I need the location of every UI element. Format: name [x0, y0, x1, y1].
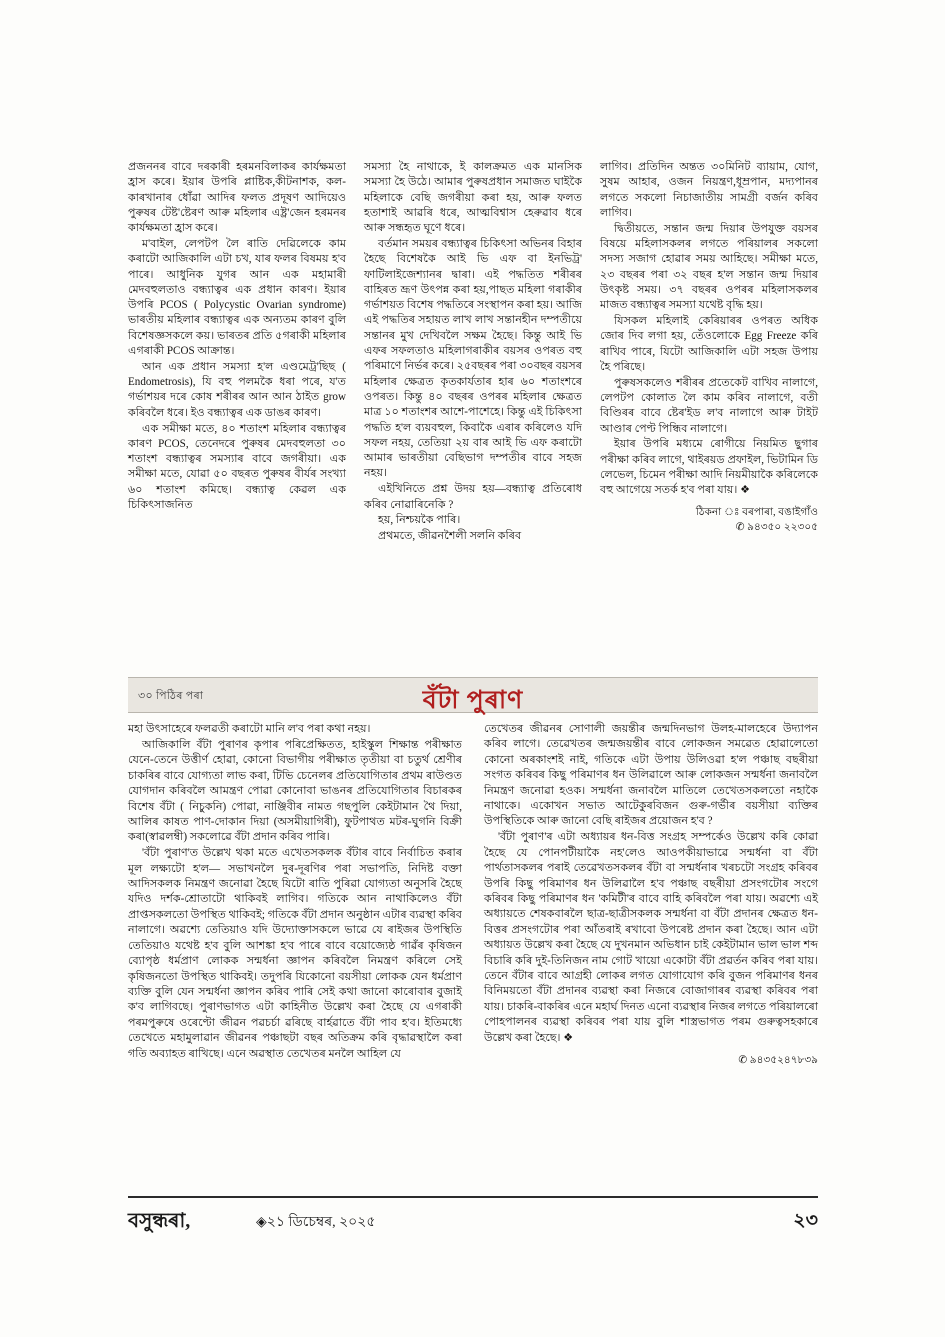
- issue-date: ◈২১ ডিচেম্বৰ, ২০২৫: [256, 1215, 376, 1230]
- paragraph: এক সমীক্ষা মতে, ৪০ শতাংশ মহিলাৰ বন্ধ্যাত্বৰ কাৰণ PCOS, তেনেদৰে পুৰুষৰ মেদবহুলতা ৩০ শতাংশ বন্ধ্যাত্বৰ সমস্যাৰ বাবে জগৰীয়া। এক সমীক্ষা মতে, যোৱা ৫০ বছৰত পুৰুষৰ বীৰ্যৰ সংখ্যা ৬০ শতাংশ কমিছে। বন্ধ্যাত্ব কেৱল এক চিকিৎসাজনিত: [128, 422, 346, 512]
- author-phone: ✆ ৯৪৩৫০ ২২৩০৫: [735, 521, 818, 533]
- paragraph: মহা উৎসাহেৰে ফলৱতী কৰাটো মানি ল'ব পৰা কথা নহয়।: [128, 723, 371, 735]
- page-footer: [128, 1202, 818, 1242]
- author-signature: [600, 505, 818, 535]
- paragraph: সমস্যা হৈ নাথাকে, ই কালক্ৰমত এক মানসিক সমস্যা হৈ উঠে। আমাৰ পুৰুষপ্ৰধান সমাজত ঘাইকৈ মহিলাকে বেছি জগৰীয়া কৰা হয়, আৰু ফলত হতাশাই আৱৰি ধৰে, আত্মবিশ্বাস হেৰুৱাব ধৰে আৰু সন্ধহৃত ঘূণে ধৰে।: [364, 161, 582, 235]
- section-title: বঁটা পুৰাণ: [422, 687, 524, 714]
- paragraph: এইখিনিতে প্ৰশ্ন উদয় হয়—বন্ধ্যাত্ব প্ৰতিৰোধ কৰিব নোৱাৰিনেকি ?: [364, 483, 582, 511]
- top-article-column-1: [128, 160, 346, 650]
- bottom-article-column-1: [128, 722, 462, 1162]
- section-header-bar: [128, 677, 818, 713]
- continued-from-label: ৩০ পিঠিৰ পৰা: [138, 690, 204, 702]
- paragraph: পুৰুষসকলেও শৰীৰৰ প্ৰতেকেট বাখিব নালাগে, লেপটপ কোলাত লৈ কাম কৰিব নালাগে, বতী বিণ্ডিৰৰ বাবে ষ্টেৰ'ইড ল'ব নালাগে আৰু টাইট আণ্ডাৰ পেণ্ট পিন্ধিব নালাগে।: [600, 376, 818, 435]
- bottom-article-phone: ✆ ৯৪৩৫২৪৭৮৩৯: [738, 1055, 818, 1067]
- paragraph: 'বঁটা পুৰাণ'ত উল্লেখ থকা মতে এখেতসকলক বঁটাৰ বাবে নিৰ্বাচিত কৰাৰ মূল লক্ষ্যটো হ'ল— সভাখনলৈ দুৰ-দূৰণিৰ পৰা সভাপতি, নিদিষ্ট বক্তা আদিসকলক নিমন্ত্ৰণ জনোৱা হৈছে যিটো ৰাতি পুৰিৱা যোগ্যতা অনুসৰি হৈছে যদিও দৰ্শক-শ্ৰোতাটো থাকিবই লাগিব। গতিকে আন নাথাকিলেও বঁটা প্ৰাপ্তসকলতো উপস্থিত থাকিবই; গতিকে বঁটা প্ৰদান অনুষ্ঠান এটাৰ ব্যৱস্থা কৰিব নালাগে। অৱশ্যে তেতিয়াও যদি উদ্যোক্তাসকলে ভাৱে যে ৰাইজৰ উপস্থিতি তেতিয়াও যথেষ্ট হ'ব বুলি আশঙ্কা হ'ব পাৰে বাবে বয়োজ্যেষ্ঠ গাৱঁৰ কৃষিজন ব্যোপৃষ্ঠ ধৰ্মপ্ৰাণ লোকক সন্মৰ্ধনা জ্ঞাপন কৰিবলৈ নিমন্ত্ৰণ কৰিলে সেই কৃষিজনতো উপস্থিত থাকিবই। তদুপৰি যিকোনো বয়সীয়া লোকক যেন ধৰ্মপ্ৰাণ ব্যক্তি বুলি যেন সন্মৰ্ধনা জ্ঞাপন কৰিব পাৰি সেই কথা জানো কাৰোবাৰ বুজাই ক'ব লাগিবছে। পুৰাণভাগত এটা কাহিনীত উল্লেখ কৰা হৈছে যে এগৰাকী পৰমপুৰুষে ওৰেণ্টো জীৱন পৱচৰ্চা ৱৰিছে বাৰ্হৱাতে বঁটা পাব হ'ব। ইতিমধ্যে তেখেতে মহামুলাৱান জীৱনৰ পঞ্চাছটা বছৰ অতিক্ৰম কৰি বৃদ্ধাৱস্থালৈ কৰা গতি অব্যাহত ৰাখিছে। এনে অৱস্থাত তেখেতৰ মনলৈ আহিল যে: [128, 847, 462, 1060]
- paragraph: 'বঁটা পুৰাণ'ৰ এটা অধ্যায়ৰ ধন-বিত্ত সংগ্ৰহ সম্পৰ্কেও উল্লেখ কৰি কোৱা হৈছে যে পোনপটীয়াকৈ নহ'লেও আওপকীয়াভাৱে সন্মৰ্ধনা বা বঁটা পাৰ্থতাসকলৰ পৰাই তেৱেখতসকলৰ বঁটা বা সন্মৰ্ধনাৰ খৰচটো সংগ্ৰহ কৰিবৰ উপৰি কিছু পৰিমাণৰ ধন উলিৱালৈ হ'ব পঞ্চাছ বছৰীয়া প্ৰসংগটোৰ সংগে কৰিবৰ কিছু পৰিমাণৰ ধন 'কমিটী'ৰ বাবে বাহি কৰিবলৈ পৰা যায়। অৱশ্যে এই অধ্যায়তে শেষকবাৰলৈ ছাত্ৰ-ছাত্ৰীসকলক সন্মৰ্ধনা বা বঁটা প্ৰদানৰ ক্ষেত্ৰত ধন-বিত্তৰ প্ৰসংগটোৰ পৰা আঁতৰাই ৰখাবো উপৰেষ্ট প্ৰদান কৰা হৈছে। আন এটা অধ্যায়ত উল্লেখ কৰা হৈছে যে দুখনমান অভিধান চাই কেইটামান ভাল ভাল শব্দ বিচাৰি কৰি দুই-তিনিজন নাম গোট খায়ো একোটা বঁটা প্ৰৱৰ্তন কৰিব পৰা যায়। তেনে বঁটাৰ বাবে আগ্ৰহী লোকৰ লগত যোগাযোগ কৰি বুজন পৰিমাণৰ ধনৰ বিনিময়তো বঁটা প্ৰদানৰ ব্যৱস্থা কৰা নিজৰে বোজাগাৰৰ ব্যৱস্থা কৰিবৰ পৰা যায়। চাকৰি-বাকৰিৰ এনে মহাৰ্ঘ দিনত এনো ব্যৱস্থাৰ নিজৰ লগতে পৰিয়ালৰো পোহপালনৰ ব্যৱস্থা কৰিবৰ পৰা যায় বুলি শাস্ত্ৰভাগত পৰম গুৰুত্বসহকাৰে উল্লেখ কৰা হৈছে। ❖: [484, 831, 818, 1044]
- paragraph: বৰ্তমান সময়ৰ বন্ধ্যাত্বৰ চিকিৎসা অভিনৰ বিহাৰ হৈছে বিশেষকৈ আই ভি এফ বা ইনভিট্ৰ' ফাটিলাইজেশ্যানৰ দ্বাৰা। এই পদ্ধতিত শৰীৰৰ বাহিৰত ভ্ৰূণ উৎপন্ন কৰা হয়,পাছত মহিলা গৰাকীৰ গৰ্ভাশয়ত বিশেষ পদ্ধতিৰে সংস্থাপন কৰা হয়। আজি এই পদ্ধতিৰ সহায়ত লাখ লাখ সন্তানহীন দম্পতীয়ে সন্তানৰ মুখ দেখিবলৈ সক্ষম হৈছে। কিন্তু আই ভি এফৰ সফলতাও মহিলাগৰাকীৰ বয়সৰ ওপৰত বহু পৰিমাণে নিৰ্ভৰ কৰে। ২৫বছৰৰ পৰা ৩০বছৰ বয়সৰ মহিলাৰ ক্ষেত্ৰত কৃতকাৰ্যতাৰ হাৰ ৬০ শতাংশৰে ওপৰত। কিন্তু ৪০ বছৰৰ ওপৰৰ মহিলাৰ ক্ষেত্ৰত মাত্ৰ ১০ শতাংশৰ আশে-পাশেহে। কিন্তু এই চিকিৎসা পদ্ধতি হ'ল ব্যয়বহুল, কিবাকৈ এৰাৰ কৰিলেও যদি সফল নহয়, তেতিয়া ২য় বাৰ আই ভি এফ কৰাটো আমাৰ ভাৰতীয়া বেছিভাগ দম্পতীৰ বাবে সহজ নহয়।: [364, 237, 582, 480]
- paragraph: দ্বিতীয়তে, সন্তান জন্ম দিয়াৰ উপযুক্ত বয়সৰ বিষয়ে মহিলাসকলৰ লগতে পৰিয়ালৰ সকলো সদস্য সজাগ হোৱাৰ সময় আহিছে। সমীক্ষা মতে, ২৩ বছৰৰ পৰা ৩২ বছৰ হ'ল সন্তান জন্ম দিয়াৰ উৎকৃষ্ট সময়। ৩৭ বছৰৰ ওপৰৰ মহিলাসকলৰ মাজত বন্ধ্যাত্বৰ সমস্যা যথেষ্ট বৃদ্ধি হয়।: [600, 222, 818, 312]
- paragraph: আজিকালি বঁটা পুৰাণৰ কৃপাৰ পৰিপ্ৰেক্ষিতত, হাইস্কুল শিক্ষান্ত পৰীক্ষাত যেনে-তেনে উত্তীৰ্ণ হোৱা, কোনো বিভাগীয় পৰীক্ষাত তৃতীয়া বা চতুৰ্থ শ্ৰেণীৰ চাকৰিৰ বাবে যোগ্যতা লাভ কৰা, টিভি চেনেলৰ প্ৰতিযোগিতাৰ প্ৰথম ৰাউণ্ডত যোগদান কৰিবলৈ আমন্ত্ৰণ পোৱা কোনোবা ভাঙনৰ প্ৰতিযোগিতাৰ বিচাৰকৰ বিশেষ বঁটা ( নিচুকনি) পোৱা, নাঞ্জিবীৰ নামত গছপুলি কেইটামান থৈ দিয়া, আলিৰ কাষত পাণ-দোকান দিয়া (অসমীয়াগিৰী), ফুটপাথত মটৰ-ঘুগনি বিক্ৰী কৰা(স্বাৱলম্বী) সকলোৱে বঁটা প্ৰদান কৰিব পাৰি।: [128, 738, 462, 844]
- top-article: [128, 160, 818, 650]
- bottom-article-column-2: [484, 722, 818, 1162]
- paragraph: লাগিব। প্ৰতিদিন অন্তত ৩০মিনিট ব্যায়াম, যোগ, সুষম আহাৰ, ওজন নিয়ন্ত্ৰণ,ধূম্ৰপান, মদ্যপানৰ লগতে সকলো নিচাজাতীয় সামগ্ৰী বৰ্জন কৰিব লাগিব।: [600, 161, 818, 219]
- paragraph: প্ৰজননৰ বাবে দৰকাৰী হৰমনবিলাকৰ কাৰ্যক্ষমতা হ্ৰাস কৰে। ইয়াৰ উপৰি প্লাষ্টিক,কীটনাশক, কল-কাৰখানাৰ ধোঁৱা আদিৰ ফলত প্ৰদূষণ আদিয়েও পুৰুষৰ টেষ্ট'ষ্টেৰণ আৰু মহিলাৰ এষ্ট্ৰ'জেন হৰমনৰ কাৰ্যক্ষমতা হ্ৰাস কৰে।: [128, 161, 346, 235]
- footer-divider: [128, 1196, 818, 1198]
- paragraph: ম'বাইল, লেপটপ লৈ ৰাতি দেৱিলেকে কাম কৰাটো আজিকালি এটা চখ, যাৰ ফলৰ বিষময় হ'ব পাৰে। আধুনিক যুগৰ আন এক মহামাৰী মেদবহুলতাও বন্ধ্যাত্বৰ এক প্ৰধান কাৰণ। ইয়াৰ উপৰি PCOS ( Polycystic Ovarian syndrome) ভাৰতীয় মহিলাৰ বন্ধ্যাত্বৰ এক অন্যতম কাৰণ বুলি বিশেষজ্ঞসকলে কয়। ভাৰতৰ প্ৰতি ৫গৰাকী মহিলাৰ এগৰাকী PCOS আক্ৰান্ত।: [128, 237, 346, 358]
- top-article-column-3: [600, 160, 818, 650]
- bottom-article: [128, 722, 818, 1162]
- paragraph: প্ৰথমতে, জীৱনশৈলী সলনি কৰিব: [378, 530, 522, 543]
- paragraph: হয়, নিশ্চয়কৈ পাৰি।: [378, 514, 461, 527]
- top-article-column-2: [364, 160, 582, 650]
- author-address: ঠিকনা ঃ বৰপাৰা, বঙাইগাঁও: [695, 506, 818, 518]
- paragraph: যিসকল মহিলাই কেৰিয়াৰৰ ওপৰত অধিক জোৰ দিব লগা হয়, তেঁওলোকে Egg Freeze কৰি ৰাখিব পাৰে, যিটো আজিকালি এটা সহজ উপায় হৈ পৰিছে।: [600, 314, 818, 373]
- paragraph: তেখেতৰ জীৱনৰ সোণালী জয়ন্তীৰ জন্মদিনভাগ উলহ-মালহেৰে উদ্যাপন কৰিব লাগে। তেৱেখতৰ জন্মজয়ন্তীৰ বাবে লোকজন সমৱেত হোৱালেতো কোনো অৰকাংশই নাই, গতিকে এটা উপায় উলিওৱা হ'ল পঞ্চাছ বছৰীয়া সংগত কৰিবৰ কিছু পৰিমাণৰ ধন উলিৱালে আৰু লোকজন সন্মৰ্ধনা জনাবলৈ নিমন্ত্ৰণ জনোৱা হওক। সন্মৰ্ধনা জনাবলৈ মাতিলে তেখেতসকলতো নহাকৈ নাথাকে। একোখন সভাত আটেকুৰবিজন গুৰু-গৰ্ভীৰ বয়সীয়া ব্যক্তিৰ উপস্থিতিকে আৰু জানো বেছি ৰাইজৰ প্ৰয়োজন হ'ব ?: [484, 723, 818, 828]
- masthead: বসুন্ধৰা,: [128, 1210, 191, 1232]
- paragraph: ইয়াৰ উপৰি মধ্যমে ৰোগীয়ে নিয়মিত ছুগাৰ পৰীক্ষা কৰিব লাগে, থাইৰয়ড প্ৰফাইল, ভিটামিন ডি লেভেল, চিমেন পৰীক্ষা আদি নিয়মীয়াকৈ কৰিলেকে বহু আগেয়ে সতৰ্ক হ'ব পৰা যায়। ❖: [600, 438, 818, 497]
- paragraph: আন এক প্ৰধান সমস্যা হ'ল এণ্ডমেট্ৰ'ছিছ ( Endometrosis), যি বহু পলমকৈ ধৰা পৰে, য'ত গৰ্ভাশয়ৰ দৰে কোষ শৰীৰৰ আন আন ঠাইত grow কৰিবলৈ ধৰে। ইও বন্ধ্যাত্বৰ এক ডাঙৰ কাৰণ।: [128, 360, 346, 419]
- page-number: ২৩: [793, 1210, 818, 1231]
